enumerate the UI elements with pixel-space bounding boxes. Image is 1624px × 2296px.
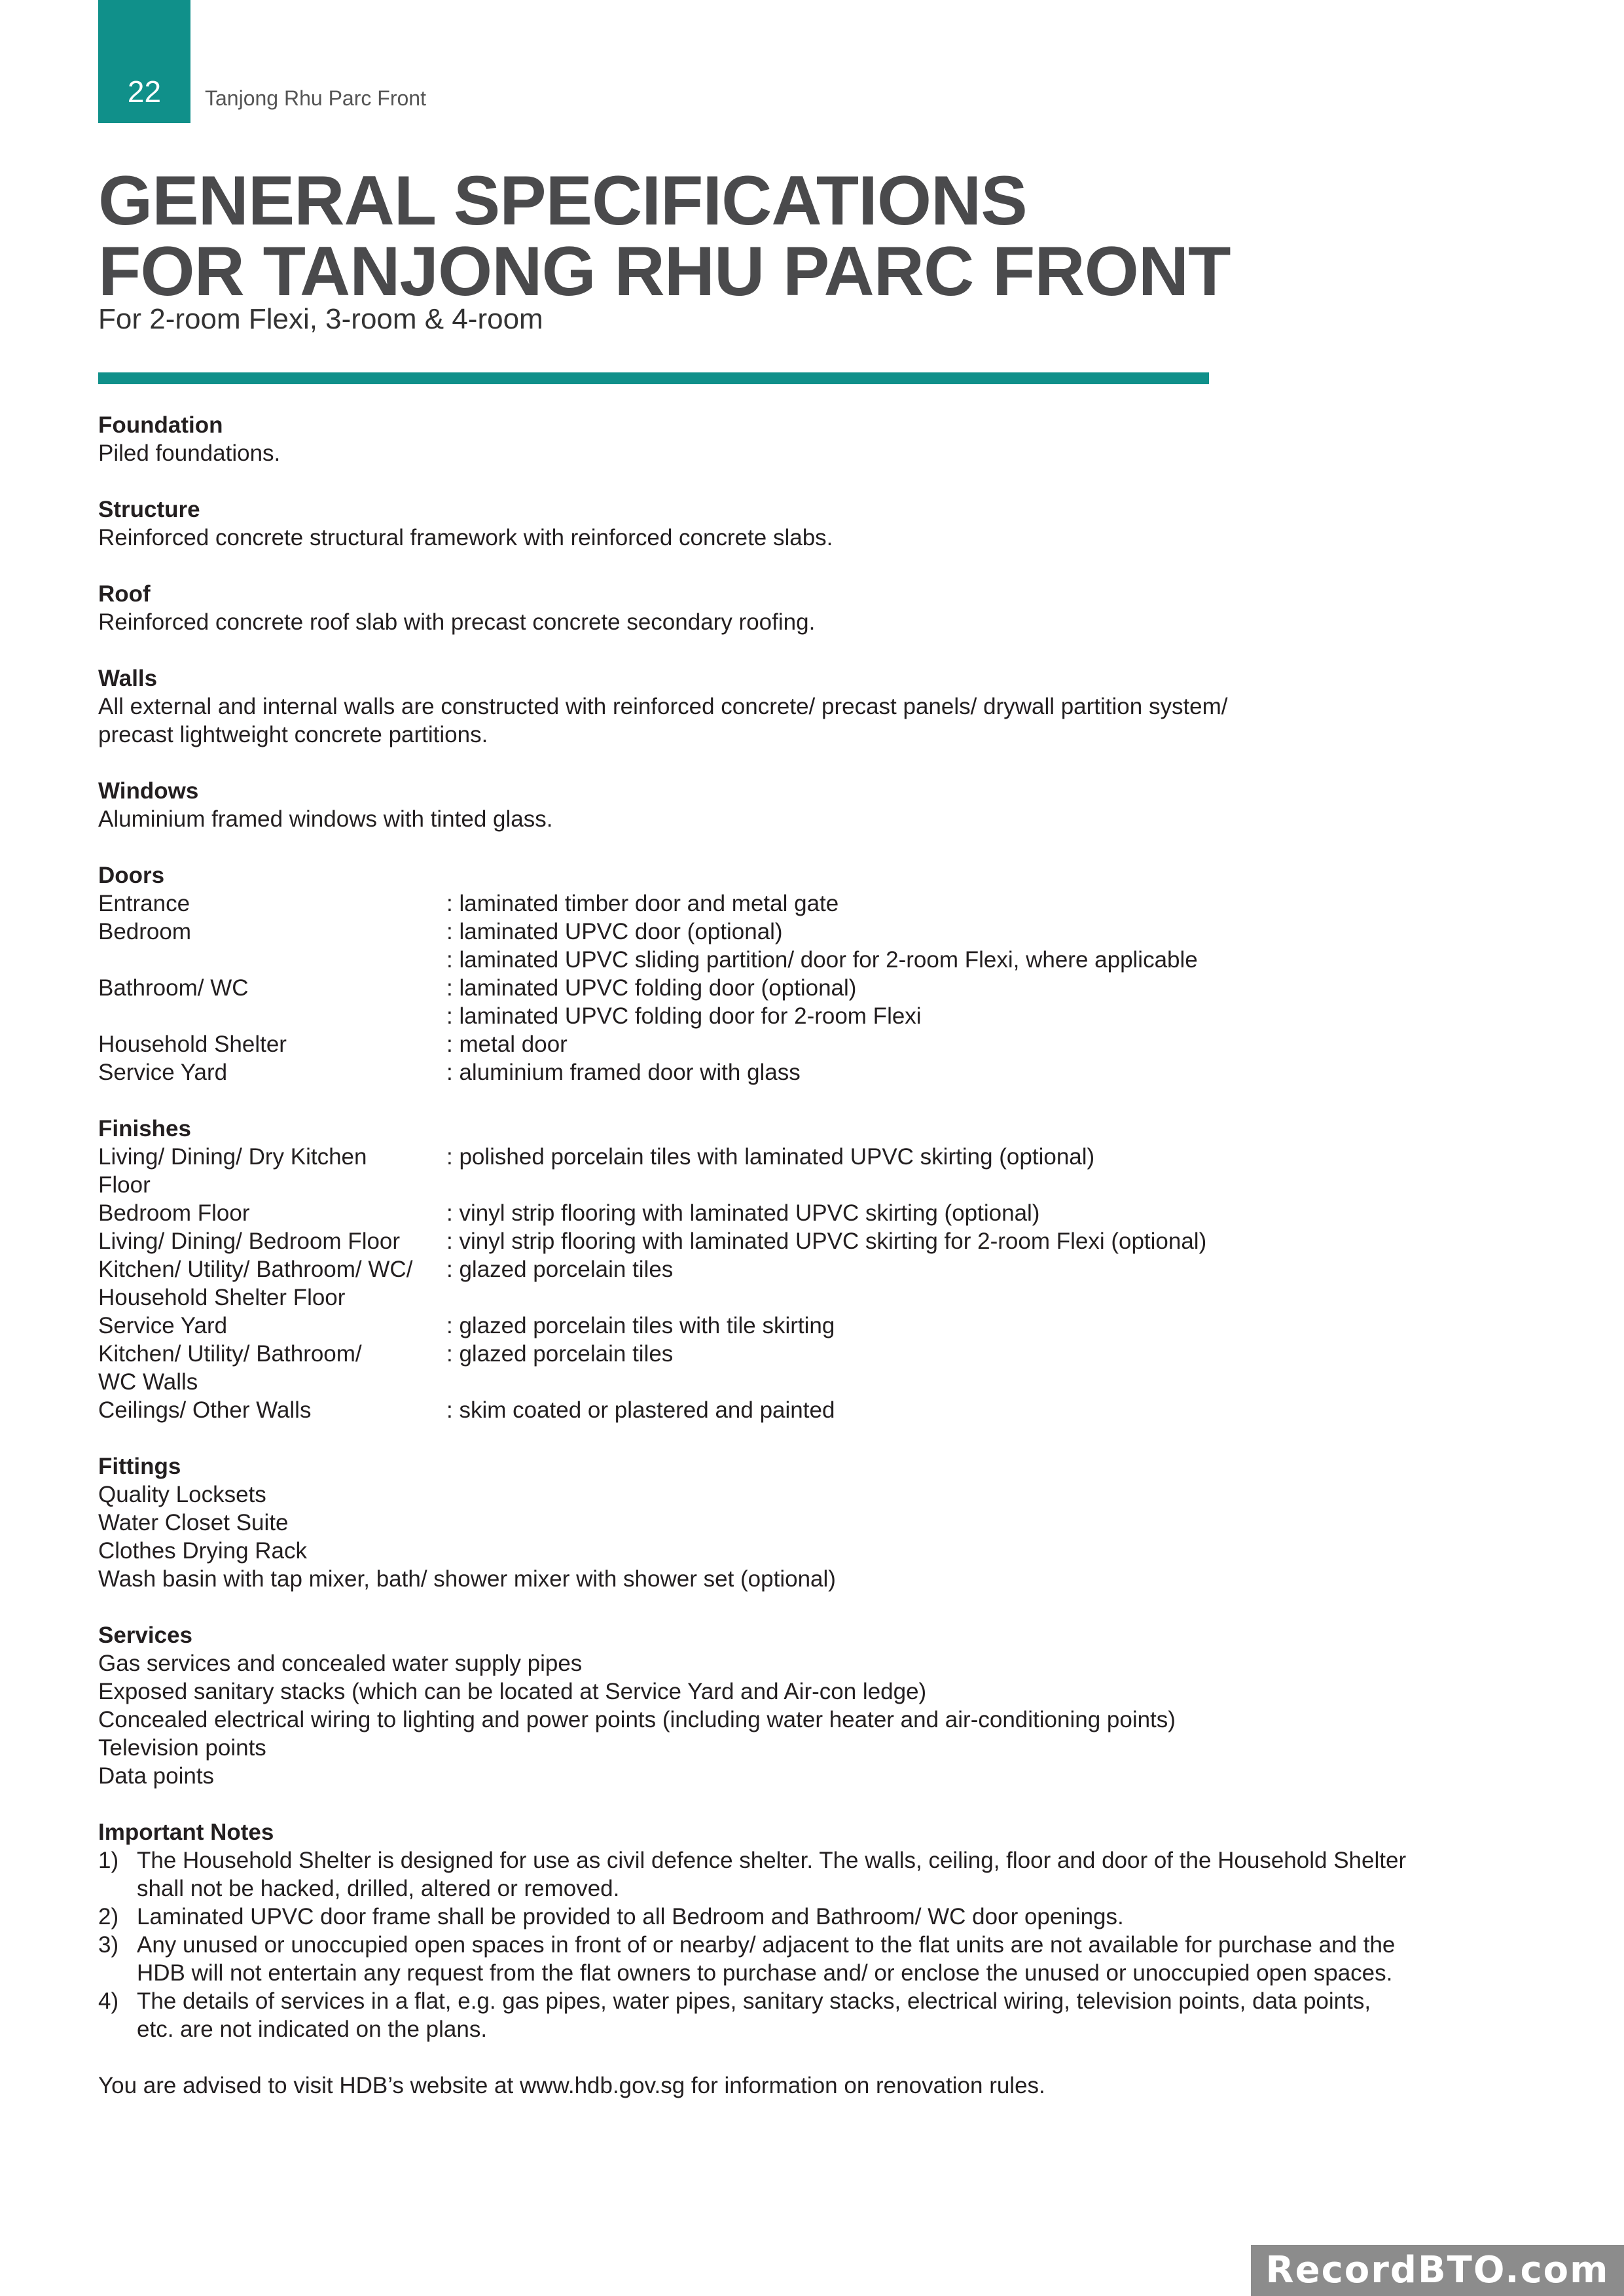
section-doors <box>98 861 1407 1086</box>
note-number: 4) <box>98 1988 119 2014</box>
list-item: Data points <box>98 1763 215 1789</box>
section-heading: Roof <box>98 581 151 607</box>
spec-row <box>98 1283 1407 1312</box>
spec-label: Bedroom <box>98 919 192 944</box>
specifications-body <box>98 411 1407 2100</box>
spec-value: : skim coated or plastered and painted <box>446 1397 835 1423</box>
spec-label <box>98 1002 446 1030</box>
spec-value <box>446 1368 1407 1396</box>
list-item: Gas services and concealed water supply pipes <box>98 1651 583 1676</box>
section-heading: Fittings <box>98 1454 181 1479</box>
spec-value: : vinyl strip flooring with laminated UPVC skirting (optional) <box>446 1200 1040 1226</box>
section-text: Aluminium framed windows with tinted glass. <box>98 806 553 832</box>
title-divider <box>98 372 1209 384</box>
spec-label: Bedroom Floor <box>98 1200 250 1226</box>
section-structure <box>98 495 1407 552</box>
section-finishes <box>98 1115 1407 1424</box>
section-heading: Doors <box>98 863 165 888</box>
section-text: Piled foundations. <box>98 440 281 466</box>
spec-label: WC Walls <box>98 1369 198 1395</box>
spec-row <box>98 1255 1407 1283</box>
spec-value <box>446 1283 1407 1312</box>
page-number-tab <box>98 0 190 123</box>
spec-value: : laminated UPVC door (optional) <box>446 919 783 944</box>
section-heading: Important Notes <box>98 1820 274 1845</box>
note-text: Laminated UPVC door frame shall be provided to all Bedroom and Bathroom/ WC door openings. <box>137 1904 1124 1929</box>
spec-value: : laminated UPVC sliding partition/ door for 2-room Flexi, where applicable <box>446 947 1198 973</box>
note-item <box>98 1931 1407 1987</box>
spec-row <box>98 1312 1407 1340</box>
note-text: The Household Shelter is designed for use as civil defence shelter. The walls, ceiling, floor and door of the Household Shelter shall not be hacked, drilled, altered or removed. <box>137 1848 1407 1901</box>
spec-value: : aluminium framed door with glass <box>446 1060 801 1085</box>
list-item: Concealed electrical wiring to lighting and power points (including water heater and air-conditioning points) <box>98 1707 1176 1732</box>
section-foundation <box>98 411 1407 467</box>
spec-label: Kitchen/ Utility/ Bathroom/ WC/ <box>98 1257 413 1282</box>
page-subtitle: For 2-room Flexi, 3-room & 4-room <box>98 303 543 335</box>
list-item: Water Closet Suite <box>98 1510 289 1535</box>
spec-label: Service Yard <box>98 1060 228 1085</box>
spec-value: : glazed porcelain tiles with tile skirting <box>446 1313 835 1338</box>
running-header: Tanjong Rhu Parc Front <box>205 86 426 110</box>
section-heading: Walls <box>98 666 158 691</box>
section-text-line: All external and internal walls are constructed with reinforced concrete/ precast panels/ drywall partition system/ <box>98 694 1228 719</box>
list-item: Exposed sanitary stacks (which can be located at Service Yard and Air-con ledge) <box>98 1679 927 1704</box>
note-item <box>98 1846 1407 1903</box>
page-title: GENERAL SPECIFICATIONS FOR TANJONG RHU PARC FRONT <box>98 161 1231 310</box>
spec-value: : metal door <box>446 1031 568 1057</box>
spec-row <box>98 1002 1407 1030</box>
section-walls <box>98 664 1407 749</box>
section-windows <box>98 777 1407 833</box>
section-text: Reinforced concrete structural framework with reinforced concrete slabs. <box>98 525 833 550</box>
section-heading: Windows <box>98 778 199 804</box>
spec-value: : laminated timber door and metal gate <box>446 891 839 916</box>
spec-label: Entrance <box>98 891 190 916</box>
spec-label <box>98 946 446 974</box>
spec-row <box>98 1396 1407 1424</box>
note-item <box>98 1903 1407 1931</box>
spec-row <box>98 1199 1407 1227</box>
spec-value: : glazed porcelain tiles <box>446 1341 674 1367</box>
spec-value <box>446 1171 1407 1199</box>
spec-label: Ceilings/ Other Walls <box>98 1397 312 1423</box>
spec-row <box>98 1171 1407 1199</box>
list-item: Television points <box>98 1735 266 1761</box>
section-text: Reinforced concrete roof slab with precast concrete secondary roofing. <box>98 609 816 635</box>
section-heading: Services <box>98 1623 193 1648</box>
spec-row <box>98 1058 1407 1086</box>
section-text-line: precast lightweight concrete partitions. <box>98 722 488 747</box>
spec-row <box>98 1368 1407 1396</box>
list-item: Clothes Drying Rack <box>98 1538 307 1564</box>
section-important-notes <box>98 1818 1407 2043</box>
spec-row <box>98 974 1407 1002</box>
spec-value: : laminated UPVC folding door for 2-room Flexi <box>446 1003 922 1029</box>
section-fittings <box>98 1452 1407 1593</box>
page-number: 22 <box>127 75 162 109</box>
note-number: 3) <box>98 1932 119 1958</box>
spec-label: Bathroom/ WC <box>98 975 249 1001</box>
spec-label: Household Shelter <box>98 1031 287 1057</box>
spec-label: Service Yard <box>98 1313 228 1338</box>
spec-row <box>98 889 1407 918</box>
spec-row <box>98 1340 1407 1368</box>
watermark: RecordBTO.com <box>1251 2245 1624 2296</box>
spec-row <box>98 1143 1407 1171</box>
spec-row <box>98 1030 1407 1058</box>
spec-label: Living/ Dining/ Bedroom Floor <box>98 1229 401 1254</box>
note-text: The details of services in a flat, e.g. gas pipes, water pipes, sanitary stacks, electrical wiring, television points, data points, etc. are not indicated on the plans. <box>137 1988 1371 2042</box>
closing-note: You are advised to visit HDB’s website at www.hdb.gov.sg for information on renovation rules. <box>98 2073 1045 2098</box>
spec-value: : vinyl strip flooring with laminated UPVC skirting for 2-room Flexi (optional) <box>446 1229 1207 1254</box>
spec-value: : polished porcelain tiles with laminated UPVC skirting (optional) <box>446 1144 1095 1170</box>
note-text: Any unused or unoccupied open spaces in front of or nearby/ adjacent to the flat units are not available for purchase and the HDB will not entertain any request from the flat owners to purchase and/ or enclose the unused or unoccupied open spaces. <box>137 1932 1396 1986</box>
spec-value: : glazed porcelain tiles <box>446 1257 674 1282</box>
note-number: 2) <box>98 1904 119 1929</box>
section-heading: Structure <box>98 497 200 522</box>
spec-label: Kitchen/ Utility/ Bathroom/ <box>98 1341 362 1367</box>
section-roof <box>98 580 1407 636</box>
list-item: Wash basin with tap mixer, bath/ shower mixer with shower set (optional) <box>98 1566 836 1592</box>
list-item: Quality Locksets <box>98 1482 266 1507</box>
spec-label: Household Shelter Floor <box>98 1285 346 1310</box>
section-heading: Foundation <box>98 412 223 438</box>
note-item <box>98 1987 1407 2043</box>
spec-row <box>98 1227 1407 1255</box>
spec-label: Floor <box>98 1172 151 1198</box>
spec-row <box>98 946 1407 974</box>
note-number: 1) <box>98 1848 119 1873</box>
spec-value: : laminated UPVC folding door (optional) <box>446 975 857 1001</box>
section-heading: Finishes <box>98 1116 191 1141</box>
section-services <box>98 1621 1407 1790</box>
spec-label: Living/ Dining/ Dry Kitchen <box>98 1144 367 1170</box>
spec-row <box>98 918 1407 946</box>
